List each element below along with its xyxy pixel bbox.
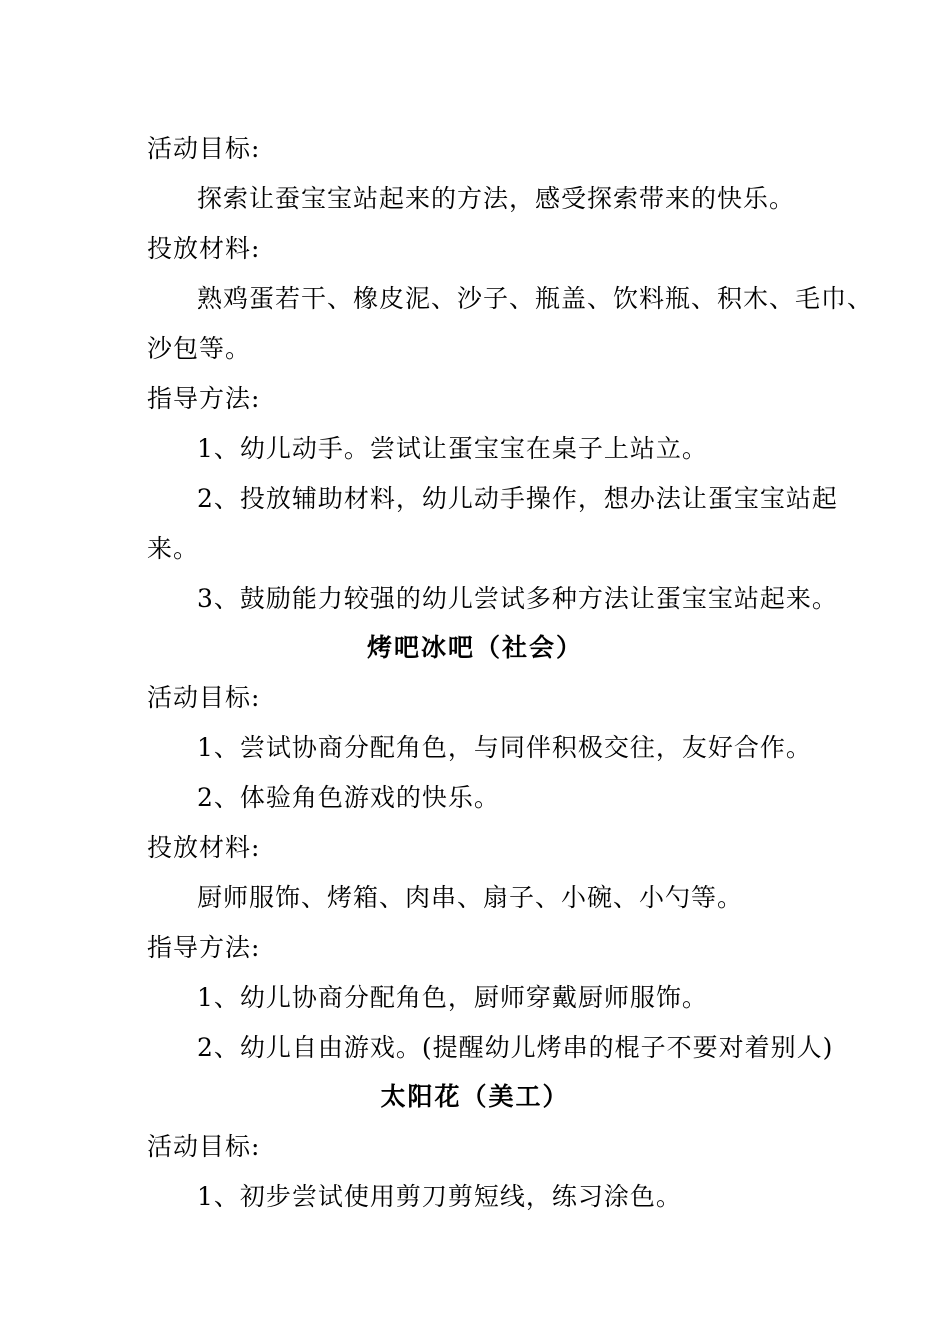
section-heading-materials: 投放材料: [147, 234, 261, 263]
paragraph: 熟鸡蛋若干、橡皮泥、沙子、瓶盖、饮料瓶、积木、毛巾、 [197, 284, 874, 313]
section-heading-materials: 投放材料: [147, 833, 261, 862]
list-item: 2、幼儿自由游戏。(提醒幼儿烤串的棍子不要对着别人) [197, 1033, 834, 1062]
paragraph: 厨师服饰、烤箱、肉串、扇子、小碗、小勺等。 [197, 883, 744, 912]
section-heading-guidance: 指导方法: [147, 933, 261, 962]
list-item: 3、鼓励能力较强的幼儿尝试多种方法让蛋宝宝站起来。 [197, 584, 838, 613]
list-item: 1、尝试协商分配角色，与同伴积极交往，友好合作。 [197, 733, 812, 762]
list-item: 2、投放辅助材料，幼儿动手操作，想办法让蛋宝宝站起 [197, 484, 838, 513]
list-item: 1、幼儿动手。尝试让蛋宝宝在桌子上站立。 [197, 434, 708, 463]
list-item: 1、初步尝试使用剪刀剪短线，练习涂色。 [197, 1182, 682, 1211]
section-heading-guidance: 指导方法: [147, 384, 261, 413]
list-item: 2、体验角色游戏的快乐。 [197, 783, 500, 812]
section-heading-goals: 活动目标: [147, 1132, 261, 1161]
paragraph: 探索让蚕宝宝站起来的方法，感受探索带来的快乐。 [197, 184, 796, 213]
list-item-continuation: 来。 [147, 534, 200, 563]
activity-title: 太阳花（美工） [380, 1082, 570, 1111]
list-item: 1、幼儿协商分配角色，厨师穿戴厨师服饰。 [197, 983, 708, 1012]
activity-title: 烤吧冰吧（社会） [366, 633, 583, 662]
section-heading-goals: 活动目标: [147, 134, 261, 163]
section-heading-goals: 活动目标: [147, 683, 261, 712]
paragraph-continuation: 沙包等。 [147, 334, 252, 363]
